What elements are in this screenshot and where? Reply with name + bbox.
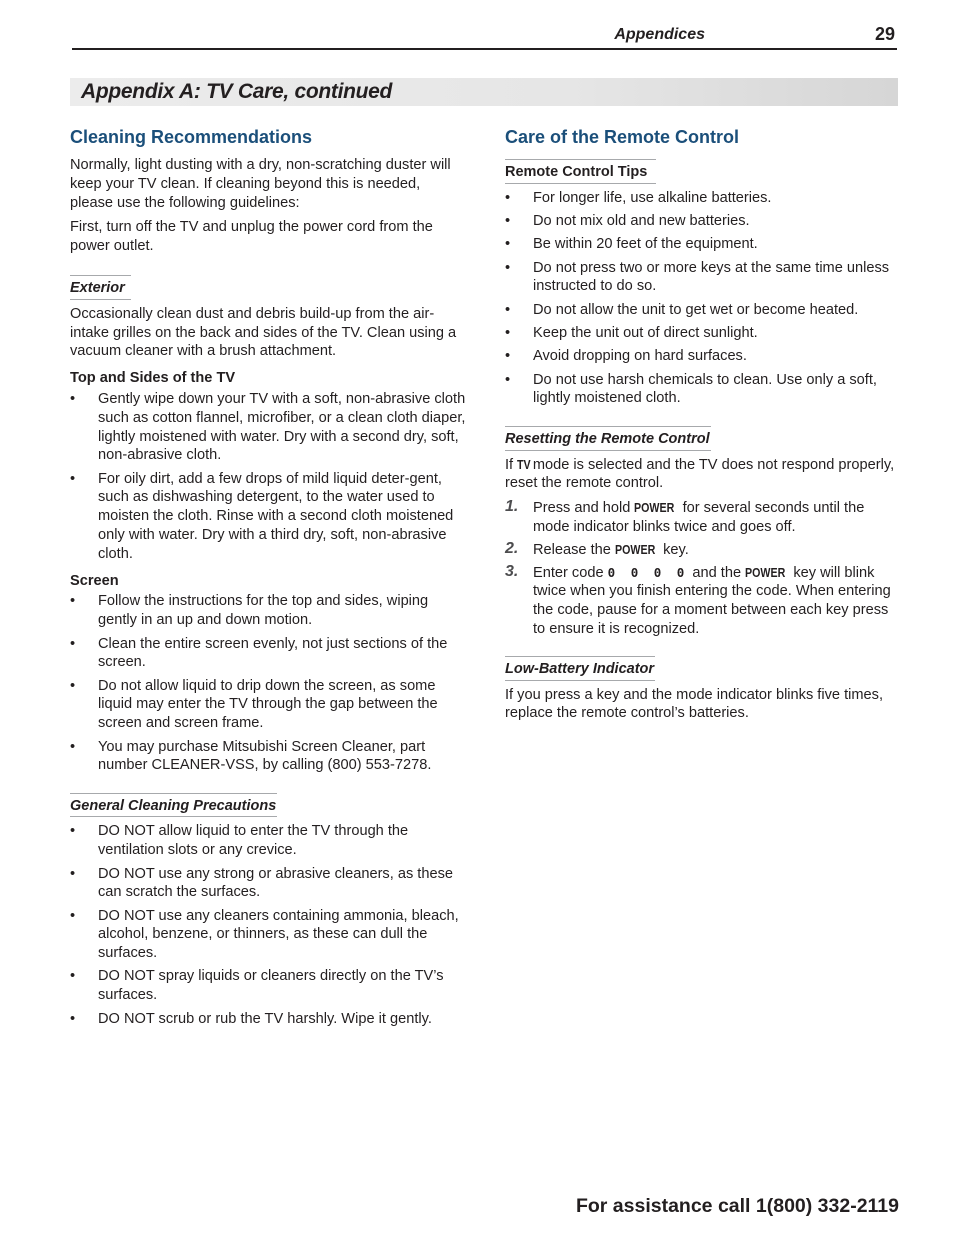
reset-step-3	[505, 564, 897, 639]
precautions-list	[70, 822, 467, 1028]
step-text: Press and hold	[533, 500, 635, 517]
list-item: • Be within 20 feet of the equipment.	[505, 235, 897, 254]
cleaning-intro: Normally, light dusting with a dry, non-scratching duster will keep your TV clean. If cleaning beyond this is needed, please use the following guidelines:	[70, 157, 451, 211]
reset-intro-text: mode is selected and the TV does not respond properly, reset the remote control.	[505, 456, 895, 492]
list-item: • For oily dirt, add a few drops of mild liquid deter-gent, such as dishwashing detergent, to the water used to moisten the cloth. Rinse with a second cloth moistened only with water. Dry with a third dry, soft, non-abrasive cloth.	[70, 470, 467, 564]
reset-heading: Resetting the Remote Control	[505, 426, 711, 451]
step-text: Release the	[533, 541, 615, 558]
list-item: • Keep the unit out of direct sunlight.	[505, 324, 897, 343]
reset-step-2	[505, 541, 897, 560]
power-key-label: POWER	[745, 564, 786, 580]
list-item: • DO NOT scrub or rub the TV harshly. Wipe it gently.	[70, 1010, 467, 1029]
power-key-label: POWER	[634, 500, 675, 516]
reset-intro-text: If	[505, 456, 518, 473]
header-section: Appendices	[614, 26, 705, 43]
list-item: • DO NOT spray liquids or cleaners directly on the TV’s surfaces.	[70, 967, 467, 1005]
step-number: 2.	[505, 539, 519, 557]
list-item: • Do not allow liquid to drip down the screen, as some liquid may enter the TV through the gap between the screen and screen frame.	[70, 677, 467, 733]
list-item: • Follow the instructions for the top and sides, wiping gently in an up and down motion.	[70, 592, 467, 630]
step-text: key will blink twice when you finish entering the code. When entering the code, pause for a moment between each key press to ensure it is recognized.	[533, 564, 891, 637]
top-sides-list	[70, 390, 467, 564]
reset-step-1	[505, 499, 897, 537]
list-item: • Clean the entire screen evenly, not just sections of the screen.	[70, 635, 467, 673]
list-item: • You may purchase Mitsubishi Screen Cleaner, part number CLEANER-VSS, by calling (800) 553-7278.	[70, 738, 467, 776]
screen-list	[70, 592, 467, 775]
list-item: • Do not use harsh chemicals to clean. Use only a soft, lightly moistened cloth.	[505, 371, 897, 409]
list-item: • For longer life, use alkaline batteries.	[505, 189, 897, 208]
tv-key-label: TV	[517, 456, 531, 472]
right-column	[505, 126, 897, 729]
step-text: Enter code	[533, 564, 608, 581]
list-item: • Gently wipe down your TV with a soft, non-abrasive cloth such as cotton flannel, microfiber, or a clean cloth diaper, lightly moistened with water. Dry with a second dry, soft, non-abrasive cloth.	[70, 390, 467, 465]
list-item: • Do not mix old and new batteries.	[505, 212, 897, 231]
exterior-text: Occasionally clean dust and debris build-up from the air-intake grilles on the back and sides of the TV. Clean using a vacuum cleaner with a brush attachment.	[70, 305, 457, 360]
precautions-heading: General Cleaning Precautions	[70, 793, 277, 818]
cleaning-heading: Cleaning Recommendations	[70, 127, 313, 147]
step-text: and the	[688, 564, 746, 581]
top-sides-heading: Top and Sides of the TV	[70, 370, 236, 387]
remote-tips-list	[505, 189, 897, 408]
left-column	[70, 126, 467, 1033]
assistance-footer: For assistance call 1(800) 332-2119	[575, 1195, 899, 1217]
list-item: • Do not press two or more keys at the same time unless instructed to do so.	[505, 259, 897, 297]
reset-steps	[505, 499, 897, 639]
appendix-banner	[70, 78, 898, 106]
low-battery-heading: Low-Battery Indicator	[505, 656, 655, 681]
reset-intro	[505, 456, 897, 494]
step-text: for several seconds until the mode indicator blinks twice and goes off.	[533, 500, 865, 535]
step-number: 1.	[505, 498, 519, 516]
low-battery-text: If you press a key and the mode indicator blinks five times, replace the remote control’s batteries.	[505, 686, 883, 722]
screen-heading: Screen	[70, 572, 119, 589]
list-item: • DO NOT allow liquid to enter the TV through the ventilation slots or any crevice.	[70, 822, 467, 860]
step-text: key.	[659, 541, 689, 558]
page-number: 29	[874, 24, 895, 44]
list-item: • DO NOT use any cleaners containing ammonia, bleach, alcohol, benzene, or thinners, as these can dull the surfaces.	[70, 907, 467, 963]
remote-tips-heading: Remote Control Tips	[505, 159, 656, 184]
list-item: • Do not allow the unit to get wet or become heated.	[505, 301, 897, 320]
exterior-heading: Exterior	[70, 275, 131, 300]
cleaning-intro-2: First, turn off the TV and unplug the power cord from the power outlet.	[70, 219, 433, 255]
step-number: 3.	[505, 562, 519, 580]
appendix-title: Appendix A: TV Care, continued	[81, 80, 393, 103]
reset-code: 0 0 0 0	[607, 564, 689, 580]
page-header	[72, 22, 897, 50]
list-item: • Avoid dropping on hard surfaces.	[505, 347, 897, 366]
power-key-label: POWER	[614, 541, 656, 557]
remote-care-heading: Care of the Remote Control	[505, 127, 740, 147]
list-item: • DO NOT use any strong or abrasive cleaners, as these can scratch the surfaces.	[70, 865, 467, 903]
